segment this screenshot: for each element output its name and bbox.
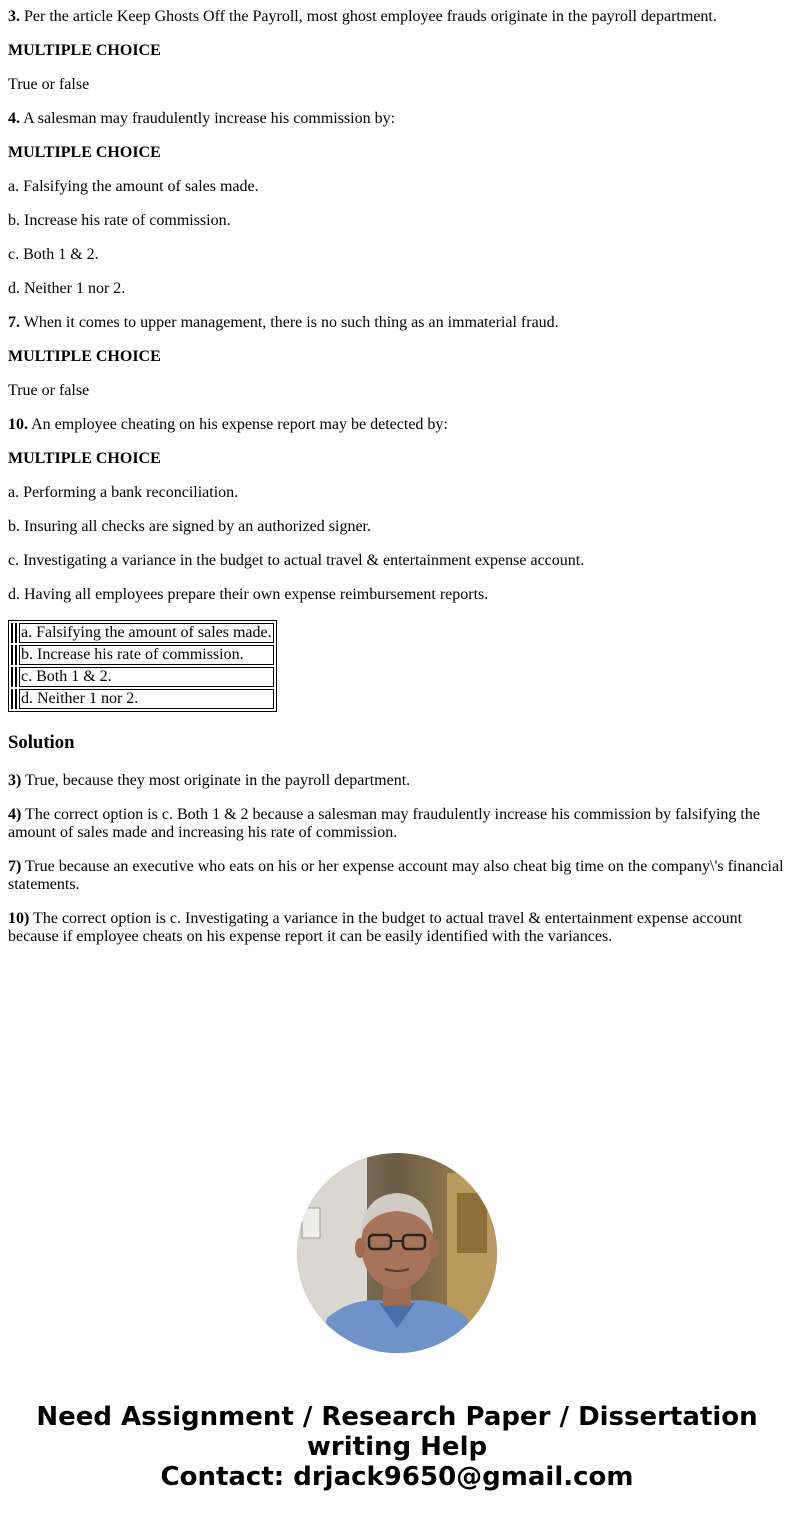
answer-text: The correct option is c. Both 1 & 2 because a salesman may fraudulently increase his commission by falsifying the amount of sales made and increasing his rate of commission. xyxy=(8,806,760,841)
question-option: True or false xyxy=(8,382,90,399)
footer-banner xyxy=(0,1402,794,1492)
question-option: d. Neither 1 nor 2. xyxy=(8,280,126,297)
footer-line-1: Need Assignment / Research Paper / Dissertation xyxy=(36,1402,758,1432)
question-type-label: MULTIPLE CHOICE xyxy=(8,42,161,59)
table-cell: d. Neither 1 nor 2. xyxy=(19,689,274,709)
solution-answer-4 xyxy=(8,806,786,842)
answer-text: The correct option is c. Investigating a variance in the budget to actual travel & entertainment expense account because if employee cheats on his expense report it can be easily identified with the variances. xyxy=(8,910,743,945)
footer-contact: Contact: drjack9650@gmail.com xyxy=(160,1462,634,1492)
question-type-label: MULTIPLE CHOICE xyxy=(8,450,161,467)
question-10 xyxy=(8,416,786,434)
question-type-label: MULTIPLE CHOICE xyxy=(8,144,161,161)
answer-number: 4) xyxy=(8,806,22,823)
table-cell: a. Falsifying the amount of sales made. xyxy=(21,624,272,641)
question-option: b. Insuring all checks are signed by an authorized signer. xyxy=(8,518,371,535)
table-cell-empty xyxy=(11,667,13,687)
author-photo-icon xyxy=(297,1153,497,1353)
question-option: d. Having all employees prepare their own expense reimbursement reports. xyxy=(8,586,489,603)
table-cell-empty xyxy=(11,689,13,709)
question-option: b. Increase his rate of commission. xyxy=(8,212,231,229)
table-row xyxy=(11,689,274,709)
answer-number: 3) xyxy=(8,772,22,789)
question-number: 3. xyxy=(8,8,20,25)
table-cell-empty xyxy=(15,645,17,665)
table-cell: b. Increase his rate of commission. xyxy=(19,645,274,665)
question-3 xyxy=(8,8,786,26)
answer-text: True because an executive who eats on his or her expense account may also cheat big time on the company\'s financial statements. xyxy=(8,858,784,893)
question-option: a. Falsifying the amount of sales made. xyxy=(8,178,259,195)
table-row xyxy=(11,645,274,665)
question-type-label: MULTIPLE CHOICE xyxy=(8,348,161,365)
question-option: c. Both 1 & 2. xyxy=(8,246,99,263)
table-cell-empty xyxy=(11,645,13,665)
author-photo xyxy=(297,1153,497,1353)
question-number: 4. xyxy=(8,110,20,127)
question-number: 10. xyxy=(8,416,28,433)
solution-answer-7 xyxy=(8,858,786,894)
question-option: c. Investigating a variance in the budget to actual travel & entertainment expense account. xyxy=(8,552,585,569)
answer-text: True, because they most originate in the payroll department. xyxy=(25,772,411,789)
footer-line-2: writing Help xyxy=(306,1432,488,1462)
table-cell-empty xyxy=(11,623,13,643)
options-table xyxy=(8,620,277,712)
table-row xyxy=(11,623,274,643)
solution-answer-3 xyxy=(8,772,786,790)
question-text: Per the article Keep Ghosts Off the Payroll, most ghost employee frauds originate in the payroll department. xyxy=(24,8,717,25)
solution-heading: Solution xyxy=(8,732,75,753)
table-cell-empty xyxy=(15,689,17,709)
table-cell-empty xyxy=(15,667,17,687)
question-number: 7. xyxy=(8,314,20,331)
question-text: An employee cheating on his expense report may be detected by: xyxy=(31,416,448,433)
table-cell: c. Both 1 & 2. xyxy=(19,667,274,687)
question-7 xyxy=(8,314,786,332)
question-4 xyxy=(8,110,786,128)
question-text: A salesman may fraudulently increase his commission by: xyxy=(23,110,396,127)
table-cell-empty xyxy=(15,623,17,643)
question-option: True or false xyxy=(8,76,90,93)
answer-number: 7) xyxy=(8,858,22,875)
solution-answer-10 xyxy=(8,910,786,946)
table-row xyxy=(11,667,274,687)
question-option: a. Performing a bank reconciliation. xyxy=(8,484,239,501)
document-content xyxy=(8,8,786,962)
answer-number: 10) xyxy=(8,910,30,927)
question-text: When it comes to upper management, there is no such thing as an immaterial fraud. xyxy=(23,314,559,331)
